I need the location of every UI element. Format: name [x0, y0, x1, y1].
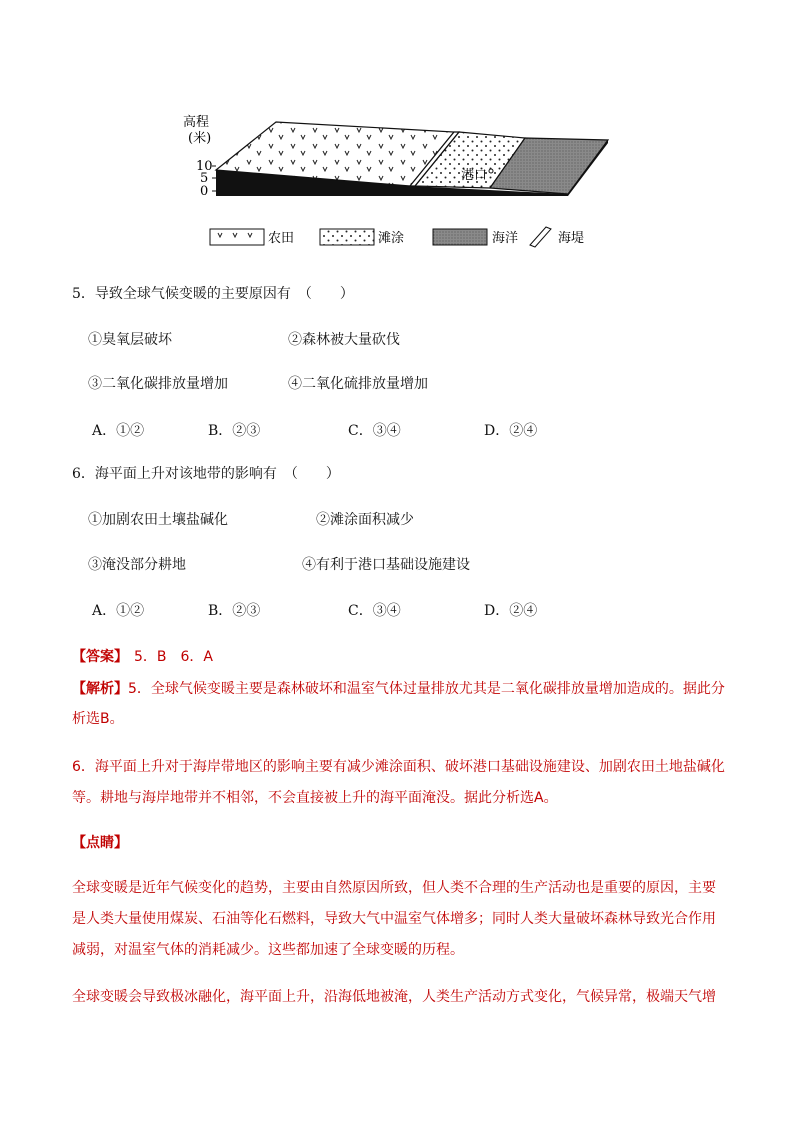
q6-option-c: C．③④	[348, 603, 401, 619]
q6-option-a: A．①②	[92, 603, 145, 619]
q5-item-1: ①臭氧层破坏	[88, 332, 172, 348]
q6-item-2: ②滩涂面积减少	[316, 512, 414, 528]
analysis-text-2: 析选B。	[72, 711, 124, 727]
analysis-p2-line-1: 6．海平面上升对于海岸带地区的影响主要有减少滩涂面积、破坏港口基础设施建设、加剧农田土地盐碱化	[72, 759, 725, 775]
insight-p1-line-1: 全球变暖是近年气候变化的趋势，主要由自然原因所致，但人类不合理的生产活动也是重要的原因，主要	[72, 880, 716, 896]
y-axis-label-unit: (米)	[188, 131, 212, 146]
insight-p2-line-1: 全球变暖会导致极冰融化，海平面上升，沿海低地被淹，人类生产活动方式变化，气候异常，极端天气增	[72, 989, 716, 1005]
legend-label-seawall: 海堤	[558, 231, 585, 246]
analysis-line-1	[72, 678, 725, 698]
seawall-symbol-icon	[530, 227, 551, 247]
y-tick-5: 5	[200, 171, 209, 186]
q6-option-d: D．②④	[484, 603, 538, 619]
q6-item-3: ③淹没部分耕地	[88, 557, 186, 573]
q6-item-4: ④有利于港口基础设施建设	[302, 557, 470, 573]
answer-text: 5．B 6．A	[134, 649, 213, 665]
legend-label-farmland: 农田	[268, 231, 295, 246]
q5-option-c: C．③④	[348, 423, 401, 439]
y-tick-0: 0	[200, 184, 209, 199]
q6-option-b: B．②③	[208, 603, 261, 619]
y-tick-10: 10	[196, 159, 213, 174]
coastal-profile-diagram	[178, 108, 618, 258]
legend-swatch-farmland	[210, 229, 264, 245]
insight-p1-line-3: 减弱，对温室气体的消耗减少。这些都加速了全球变暖的历程。	[72, 942, 464, 958]
analysis-tag: 【解析】	[72, 681, 128, 697]
legend-swatch-ocean	[433, 229, 487, 245]
insight-p1-line-2: 是人类大量使用煤炭、石油等化石燃料，导致大气中温室气体增多；同时人类大量破坏森林导致光合作用	[72, 911, 716, 927]
q5-item-2: ②森林被大量砍伐	[288, 332, 400, 348]
legend-label-ocean: 海洋	[492, 231, 519, 246]
analysis-p2-line-2: 等。耕地与海岸地带并不相邻，不会直接被上升的海平面淹没。据此分析选A。	[72, 790, 558, 806]
q5-item-4: ④二氧化硫排放量增加	[288, 376, 428, 392]
answer-line	[72, 646, 213, 666]
insight-tag: 【点睛】	[72, 835, 128, 851]
q6-item-1: ①加剧农田土壤盐碱化	[88, 512, 228, 528]
y-axis-label-elevation: 高程	[183, 115, 210, 130]
legend-label-mudflat: 滩涂	[378, 231, 405, 246]
analysis-text-1: 5．全球气候变暖主要是森林破坏和温室气体过量排放尤其是二氧化碳排放量增加造成的。据此分	[128, 681, 725, 697]
q5-item-3: ③二氧化碳排放量增加	[88, 376, 228, 392]
legend-swatch-mudflat	[320, 229, 374, 245]
q5-option-b: B．②③	[208, 423, 261, 439]
port-label: 港口	[461, 168, 488, 183]
q5-option-a: A．①②	[92, 423, 145, 439]
q5-option-d: D．②④	[484, 423, 538, 439]
q6-stem: 6．海平面上升对该地带的影响有 （ ）	[72, 466, 340, 482]
answer-tag: 【答案】	[72, 649, 128, 665]
q5-stem: 5．导致全球气候变暖的主要原因有 （ ）	[72, 286, 354, 302]
